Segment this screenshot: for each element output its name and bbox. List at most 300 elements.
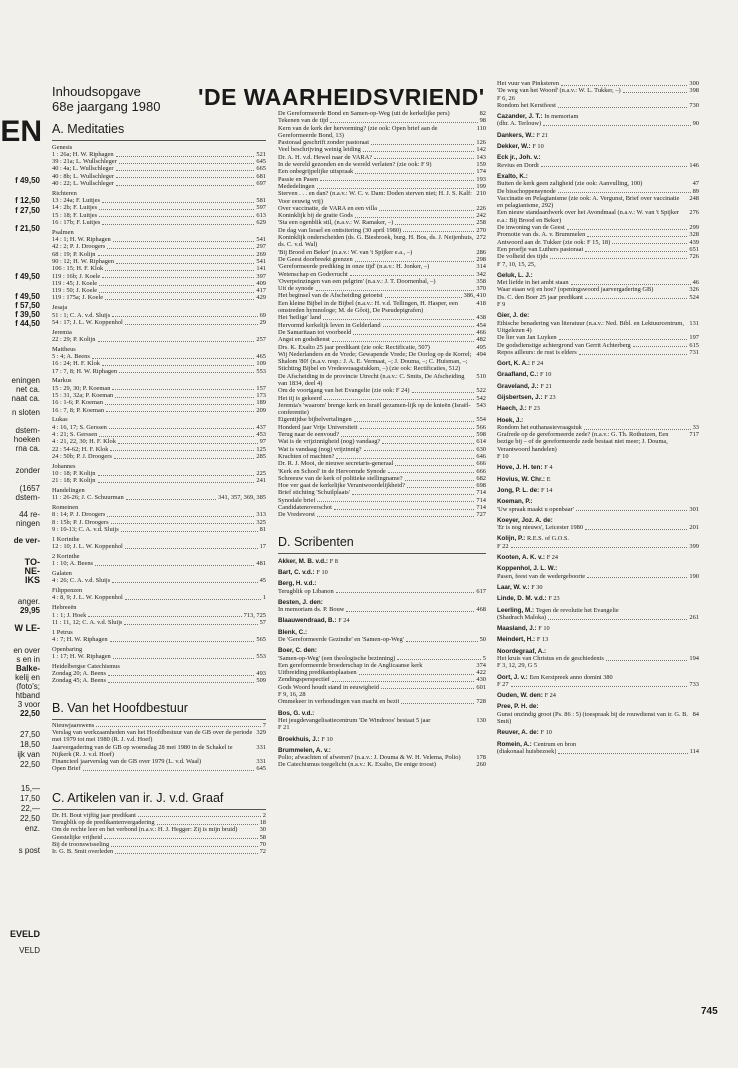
entry-page: 509 [256, 677, 266, 685]
edge-fragment: de ver- [13, 536, 40, 545]
entry-page: 47 [692, 180, 699, 188]
entry-title: De Geest doorbreekt grenzen [278, 255, 353, 263]
entry-title: 'Er is nog nieuws', Leicester 1980 [497, 524, 584, 532]
edge-fragment: s post [18, 846, 40, 855]
entry-page: 465 [256, 353, 266, 361]
toc-row [497, 231, 699, 238]
entry-page: 374 [476, 661, 486, 669]
entry-page: 430 [476, 676, 486, 684]
entry-title: 13 : 24a; F. Luitjes [52, 197, 100, 205]
entry-page: 276 [689, 209, 699, 217]
entry-page: 726 [689, 253, 699, 261]
entry-title: 'Uw spraak maakt u openbaar' [497, 505, 574, 513]
edge-fragment: 22,50 [19, 760, 40, 769]
toc-row [497, 453, 699, 460]
author-name-text: Exalto, K.: [497, 172, 528, 180]
entry-title: Veel beschrijving weinig leiding [278, 146, 361, 154]
toc-row [52, 319, 266, 326]
bible-book-group [52, 463, 266, 485]
edge-fragment: f 27,50 [15, 206, 40, 215]
leader-dots [102, 202, 254, 203]
author-name-text: Brummelen, A. v.: [278, 746, 331, 754]
toc-row [278, 154, 486, 161]
entry-title: De 'Gereformeerde Gezindte' en 'Samen-op-Weg' [278, 636, 404, 643]
entry-page: 613 [256, 211, 266, 219]
edge-fragment: enz. [24, 824, 40, 833]
toc-row [497, 209, 699, 224]
toc-row [52, 744, 266, 759]
entry-page: 201 [689, 524, 699, 532]
entry-title: 1 : 17; H. W. Riphagen [52, 653, 111, 660]
author-name-text: Dankers, W.: [497, 131, 535, 139]
toc-row [278, 754, 486, 761]
page-number: 745 [701, 1006, 718, 1017]
entry-title: Gunst onzindig groot (Ps. 86 : 5) (toespraak bij de rouwdienst van ir. G. B. Smit) [497, 710, 688, 726]
leader-dots [336, 458, 474, 459]
author-name [497, 565, 699, 572]
author-entry [497, 554, 699, 561]
author-name-text: Blenk, C.: [278, 628, 308, 636]
edge-fragment: en over [13, 646, 40, 655]
entry-title: Passie en Pasen [278, 175, 319, 183]
author-name [497, 703, 699, 710]
author-name [497, 272, 699, 279]
author-name-text: Graafland, C.: [497, 371, 539, 379]
bible-book: Richteren [52, 189, 77, 197]
entry-page: 261 [689, 613, 699, 621]
entry-title: 90 : 12; H. W. Riphagen [52, 257, 114, 265]
leader-dots [111, 846, 257, 847]
leader-dots [606, 660, 688, 661]
toc-row [278, 424, 486, 431]
edge-fragment: IKS [24, 575, 40, 585]
entry-title: Over vaccinatie, de VARA en een villa [278, 204, 377, 212]
leader-dots [355, 173, 474, 174]
entry-title: 10 : 18; P. Kolijn [52, 469, 96, 477]
author-entry [497, 132, 699, 139]
edge-fragment: Balke- [15, 664, 40, 673]
entry-page: 482 [476, 336, 486, 344]
bible-book-group [52, 587, 266, 602]
leader-dots [114, 458, 255, 459]
toc-row [52, 243, 266, 250]
author-name-text: Gort, K. A.: [497, 360, 530, 368]
bible-book: Handelingen [52, 487, 85, 495]
edge-fragment: VELD [19, 946, 40, 955]
section-rule [52, 809, 266, 810]
entry-title: Vaccinatie en Pelagianisme (zie ook: A. Vergunst, Brief over vaccinatie en pelagianisme, 292) [497, 194, 680, 210]
toc-row [52, 287, 266, 294]
header-line-1: Inhoudsopgave [52, 84, 141, 99]
entry-title: 'Sta een ogenblik stil, (n.a.v.: W. Ramaker, –) [278, 219, 394, 227]
entry-title: De volheid des tijds [497, 253, 548, 261]
entry-title: Dr. A. H. v.d. Hewel naar de VARA? [278, 153, 373, 161]
toc-row [52, 848, 266, 855]
leader-dots [118, 443, 258, 444]
entry-page: 45 [259, 577, 266, 585]
toc-row [52, 151, 266, 158]
column-3 [497, 80, 699, 1020]
entry-title: Koninklijk bij de gratie Gods [278, 212, 353, 220]
leader-dots [571, 284, 691, 285]
entry-title: Polio; afwachten of afweren? (n.a.v.: J. Douma & W. H. Velema, Polio) [278, 754, 461, 762]
toc-row [278, 497, 486, 504]
leader-dots [511, 547, 688, 548]
toc-row [52, 165, 266, 172]
toc-row [52, 612, 266, 619]
entry-title: Een proefje van Luthers pastoraat [497, 245, 584, 253]
toc-row [52, 834, 266, 841]
author-name [278, 558, 486, 565]
entry-page: 189 [256, 399, 266, 407]
entry-page: 397 [256, 272, 266, 280]
author-name [497, 595, 699, 602]
toc-row [497, 188, 699, 195]
leader-dots [105, 270, 254, 271]
edge-fragment: dstem- [15, 426, 40, 435]
toc-row [497, 180, 699, 187]
author-entry [497, 674, 699, 689]
toc-row [278, 655, 486, 662]
entry-page: 97 [259, 438, 266, 446]
leader-dots [121, 531, 258, 532]
entry-title: 22 : 29; P. Kolijn [52, 335, 96, 343]
bible-book: Heidelbergse Catechismus [52, 662, 120, 670]
toc-row [52, 385, 266, 392]
entry-title: Zondag 45; A. Beens [52, 677, 106, 685]
edge-fragment: W LE- [14, 623, 40, 633]
leader-dots [359, 674, 475, 675]
entry-page: 70 [259, 840, 266, 848]
entry-title: Candidatenoverschot [278, 504, 332, 512]
toc-row [497, 614, 699, 621]
leader-dots [126, 499, 216, 500]
entry-title: F 7, 10, 15, 25, [497, 260, 536, 268]
entry-title: 5 : 4; A. Beens [52, 353, 90, 361]
toc-row [52, 477, 266, 484]
leader-dots [116, 170, 255, 171]
entry-page: 733 [689, 680, 699, 688]
toc-row [497, 573, 699, 580]
leader-dots [99, 436, 254, 437]
entry-title: 1 : 26a; H. W. Riphagen [52, 150, 114, 158]
entry-page: 541 [256, 236, 266, 244]
entry-title: Honderd jaar Vrije Universiteit [278, 423, 358, 431]
entry-page: 495 [476, 343, 486, 351]
toc-row [278, 146, 486, 153]
author-name-text: Ouden, W. den: [497, 692, 543, 700]
entry-title: Koninklijk onderscheiden (ds. G. Biesbroek, burg. H. Bos, ds. J. Neijenhuis, ds. C. v.d. Wal) [278, 234, 474, 249]
toc-row [497, 253, 699, 260]
entry-title: 22 : 54-62; H. F. Klok [52, 445, 109, 453]
author-entry [497, 729, 699, 736]
entry-page: 437 [256, 423, 266, 431]
edge-fragment: net ca. [15, 385, 40, 394]
edge-fragment: (1657 [19, 484, 40, 493]
leader-dots [99, 209, 254, 210]
author-name-text: Leerling, M.: [497, 606, 535, 614]
entry-page: 629 [256, 218, 266, 226]
entry-page: 241 [256, 477, 266, 485]
entry-page: 46 [692, 279, 699, 287]
toc-row [278, 676, 486, 683]
toc-row [278, 234, 486, 249]
entry-title: Met liefde in het ambt staan [497, 279, 569, 287]
entry-title: 'Gereformeerde prediking in onze tijd' (n.a.v.: H. Jonker, –) [278, 263, 430, 271]
entry-page: 193 [476, 175, 486, 183]
entry-page: 598 [476, 431, 486, 439]
bible-book: Hebreeën [52, 604, 77, 612]
bible-book: Filippenzen [52, 587, 83, 595]
leader-dots [355, 261, 475, 262]
toc-row [278, 314, 486, 321]
leader-dots [541, 166, 688, 167]
column-1 [52, 120, 266, 1035]
entry-title: De Samaritaan tot voorbeeld [278, 328, 352, 336]
author-name-text: Cazander, J. T.: [497, 113, 543, 121]
toc-row [278, 402, 486, 417]
leader-dots [623, 92, 688, 93]
entry-title: 119 : 50; J. Koele [52, 287, 98, 295]
toc-row [278, 278, 486, 285]
leader-dots [95, 565, 254, 566]
entry-title: 40 : 4a; L. Wullschleger [52, 165, 114, 173]
entry-title: Wat is de vrijzinnigheid (nog) vandaag? [278, 438, 381, 446]
toc-row [497, 120, 699, 127]
leader-dots [106, 411, 254, 412]
entry-title: Buiten de kerk geen zaligheid (zie ook: Aanvulling, 100) [497, 180, 643, 188]
entry-title: Antwoord aan dr. Tukker (zie ook: F 15, 18) [497, 238, 611, 246]
entry-title: De Afscheiding in de provincie Utrecht (n.a.v.: C. Smits, De Afscheiding van 1834, deel 4) [278, 372, 465, 387]
author-entry [278, 558, 486, 565]
entry-page: 468 [476, 606, 486, 614]
toc-row [52, 577, 266, 584]
toc-row [278, 292, 486, 299]
entry-title: 40 : 22; L. Wullschleger [52, 179, 114, 187]
author-name [497, 173, 699, 180]
bible-book: Romeinen [52, 504, 79, 512]
edge-fragment: htband [15, 691, 40, 700]
toc-row [278, 373, 486, 388]
section-rule [52, 719, 266, 720]
author-name [278, 647, 486, 654]
bible-book-group [52, 663, 266, 685]
entry-title: Uitbreiding predikantsplaatsen [278, 669, 357, 677]
edge-fragment: 3 voor [17, 700, 40, 709]
author-name-text: Noordegraaf, A.: [497, 647, 547, 655]
entry-page: 89 [692, 187, 699, 195]
leader-dots [109, 428, 255, 429]
toc-row [52, 765, 266, 772]
entry-page: 731 [689, 348, 699, 356]
bible-book-group [52, 377, 266, 413]
toc-row [497, 349, 699, 356]
author-entry [497, 595, 699, 602]
leader-dots [401, 703, 474, 704]
leader-dots [579, 354, 688, 355]
entry-page: 714 [476, 489, 486, 497]
author-entry [278, 710, 486, 732]
author-entry [278, 747, 486, 769]
entry-page: 110 [476, 124, 486, 132]
author-entry [497, 487, 699, 494]
toc-row [52, 841, 266, 848]
author-entry [497, 584, 699, 591]
author-name [497, 405, 699, 412]
entry-page: 521 [256, 150, 266, 158]
author-inline-ref: F 10 [540, 371, 552, 379]
entry-title: 15 : 18; F. Luitjes [52, 211, 98, 219]
leader-dots [83, 770, 255, 771]
author-inline-ref: F 10 [321, 735, 333, 743]
entry-page: 269 [256, 250, 266, 258]
author-entry [497, 476, 699, 483]
toc-row [52, 677, 266, 684]
author-name-text: Gijsbertsen, J.: [497, 393, 543, 401]
leader-dots [330, 122, 477, 123]
toc-row [52, 312, 266, 319]
entry-title: F 9, 16, 28 [278, 691, 306, 699]
toc-row [278, 168, 486, 175]
author-name-text: Graveland, J.: [497, 382, 539, 390]
toc-row [497, 431, 699, 453]
edge-fragment: (foto's; [16, 682, 40, 691]
leader-dots [105, 299, 254, 300]
toc-row [278, 117, 486, 124]
author-inline-ref: F 23 [544, 393, 556, 401]
entry-title: Ommekeer in verhoudingen van macht en bezit [278, 698, 400, 706]
entry-title: Een kleine Bijbel in de Bijbel (n.a.v.: H. v.d. Tellingen, H. Hasper, een omstreden hymnologe; M. de Gôoij, De Pseudepigrafen) [278, 299, 458, 315]
entry-page: 554 [476, 416, 486, 424]
author-inline-ref: F 14 [540, 486, 553, 494]
author-name [497, 692, 699, 699]
author-name-text: Dekker, W.: [497, 143, 531, 151]
toc-row [52, 204, 266, 211]
edge-fragment: NE- [24, 566, 40, 576]
author-entry [497, 154, 699, 169]
bible-book: Johannes [52, 462, 76, 470]
leader-dots [108, 682, 254, 683]
toc-row [497, 524, 699, 531]
entry-page: 33 [692, 423, 699, 431]
entry-page: 601 [476, 683, 486, 691]
leader-dots [320, 180, 474, 181]
toc-row [497, 95, 699, 102]
author-name-text: Geluk, L. J.: [497, 271, 533, 279]
entry-page: 727 [476, 511, 486, 519]
entry-title: Rondom het Kerstfeest [497, 101, 556, 109]
toc-row [278, 684, 486, 691]
edge-fragment: dstem- [15, 493, 40, 502]
entry-page: 72 [259, 848, 266, 856]
leader-dots [561, 85, 687, 86]
entry-title: Kern van de kerk der hervorming? (zie ook: Open brief aan de Gereformeerde Bond, 13) [278, 124, 438, 139]
entry-title: Het beginsel van de Afscheiding getoetst [278, 292, 383, 300]
header-line-2: 68e jaargang 1980 [52, 99, 161, 114]
entry-page: 58 [259, 833, 266, 841]
author-inline-ref: F 30 [531, 583, 543, 591]
entry-title: 39 : 21a; L. Wullschleger [52, 158, 117, 166]
author-entry [497, 565, 699, 580]
entry-title: 42 : 2; P. J. Droogers [52, 243, 106, 251]
author-entry [278, 617, 486, 624]
bible-book-group [52, 416, 266, 460]
entry-title: Het 'heilige' land [278, 314, 322, 322]
entry-title: Terugblik op de predikantenvergadering [52, 819, 155, 827]
author-entry [278, 647, 486, 705]
toc-row [278, 336, 486, 343]
entry-title: 9 : 10-13; C. A. v.d. Sluijs [52, 526, 119, 534]
toc-row [278, 227, 486, 234]
leader-dots [99, 285, 254, 286]
leader-dots [382, 443, 474, 444]
entry-page: 299 [689, 224, 699, 232]
entry-page: 30 [259, 826, 266, 834]
entry-title: Repos ailleurs: de rust is elders [497, 348, 577, 356]
entry-page: 313 [256, 511, 266, 519]
entry-page: 553 [256, 367, 266, 375]
toc-row [52, 758, 266, 765]
entry-title: In memoriam ds. P. Bouw [278, 606, 345, 614]
entry-page: 18 [259, 819, 266, 827]
entry-page: 260 [476, 761, 486, 769]
toc-row [52, 812, 266, 819]
leader-dots [558, 107, 687, 108]
bible-book: Genesis [52, 143, 73, 151]
edge-fragment: ningen [15, 519, 40, 528]
toc-row [52, 494, 266, 501]
entry-page: 226 [476, 204, 486, 212]
leader-dots [107, 516, 254, 517]
edge-fragment: naat ca. [11, 394, 40, 403]
bible-book-group [52, 304, 266, 326]
author-name-text: Maasland, J.: [497, 625, 537, 633]
leader-dots [397, 659, 480, 660]
entry-page: 454 [476, 321, 486, 329]
author-name-text: Romein, A.: [497, 740, 532, 748]
author-entry [497, 498, 699, 513]
entry-title: Pasen, feest van de wedergeboorte [497, 572, 586, 580]
edge-fragment: 22,— [20, 804, 40, 813]
author-name-text: Akker, M. B. v.d.: [278, 557, 328, 565]
edge-fragment: 17,50 [19, 794, 40, 803]
entry-page: 342 [476, 270, 486, 278]
author-name [278, 629, 486, 636]
edge-fragment: 44 re- [19, 510, 40, 519]
entry-page: 84 [692, 710, 699, 718]
bible-book: 1 Korinthe [52, 535, 80, 543]
edge-fragment: n sloten [11, 408, 40, 417]
entry-title: De Gereformeerde Bond en Samen-op-Weg (uit de kerkelijke pers) [278, 110, 450, 117]
entry-title: Synodale brief [278, 496, 316, 504]
leader-dots [317, 188, 475, 189]
toc-row [278, 468, 486, 475]
author-name [497, 498, 699, 505]
author-entry [278, 599, 486, 614]
magazine-title: 'DE WAARHEIDSVRIEND' [198, 84, 485, 110]
author-name [497, 729, 699, 736]
column-2 [278, 110, 486, 1035]
leader-dots [550, 258, 687, 259]
toc-row [497, 543, 699, 550]
entry-page: 728 [476, 698, 486, 706]
toc-row [52, 173, 266, 180]
toc-row [278, 219, 486, 226]
author-name [497, 607, 699, 614]
entry-page: 566 [476, 423, 486, 431]
author-entry [497, 535, 699, 550]
entry-page: 286 [476, 248, 486, 256]
